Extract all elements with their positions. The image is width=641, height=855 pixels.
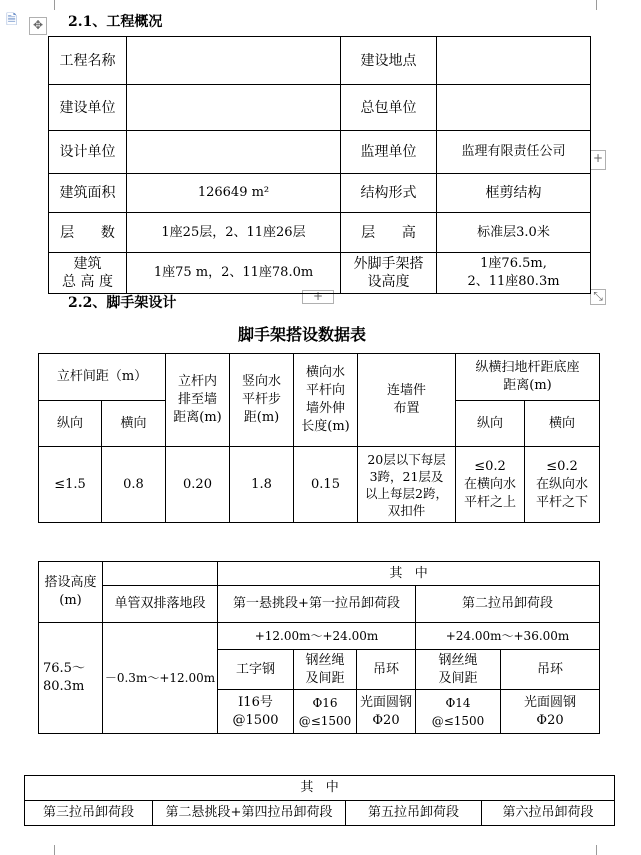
crop-mark-top-right: [596, 0, 607, 10]
header-rope-2: 钢丝绳 及间距: [416, 650, 501, 690]
table-resize-handle-icon[interactable]: ⤡: [590, 289, 606, 305]
scaffold-data-table: [38, 353, 600, 523]
value-cell[interactable]: 1.8: [230, 447, 294, 523]
header-single: 单管双排落地段: [103, 586, 218, 623]
label-cell: 层 高: [341, 213, 437, 253]
header-ring-1: 吊环: [357, 650, 416, 690]
label-cell: 监理单位: [341, 131, 437, 174]
value-cell[interactable]: ≤1.5: [39, 447, 102, 523]
header-sweep: 纵横扫地杆距底座 距离(m): [456, 354, 600, 401]
value-cell[interactable]: [437, 37, 591, 85]
value-cell[interactable]: 0.20: [166, 447, 230, 523]
label-cell: 总包单位: [341, 85, 437, 131]
value-rope-2[interactable]: Φ14 @≤1500: [416, 690, 501, 734]
label-cell: 层 数: [49, 213, 127, 253]
table-row: [25, 801, 615, 826]
value-cell[interactable]: 0.8: [102, 447, 166, 523]
table-row: [39, 354, 600, 401]
add-row-icon[interactable]: +: [302, 290, 334, 304]
load-section-table: [38, 561, 600, 734]
header-section-4: 第二悬挑段+第四拉吊卸荷段: [153, 801, 346, 826]
table-row: [49, 253, 591, 294]
table-row: [39, 586, 600, 623]
header-blank: [103, 562, 218, 586]
header-section-6: 第六拉吊卸荷段: [482, 801, 615, 826]
table-row: [39, 562, 600, 586]
value-ring-2[interactable]: 光面圆钢 Φ20: [501, 690, 600, 734]
header-sweep-long: 纵向: [456, 401, 525, 447]
header-section-5: 第五拉吊卸荷段: [346, 801, 482, 826]
project-overview-table: [48, 36, 591, 294]
header-among: 其 中: [218, 562, 600, 586]
label-cell: 设计单位: [49, 131, 127, 174]
value-cell[interactable]: 监理有限责任公司: [437, 131, 591, 174]
header-long: 纵向: [39, 401, 102, 447]
header-section-2: 第二拉吊卸荷段: [416, 586, 600, 623]
header-tie: 连墙件 布置: [358, 354, 456, 447]
table-row: [49, 131, 591, 174]
header-ibeam: 工字钢: [218, 650, 294, 690]
value-cell[interactable]: 1座76.5m, 2、11座80.3m: [437, 253, 591, 294]
value-cell[interactable]: 126649 m²: [127, 174, 341, 213]
header-spacing: 立杆间距（m）: [39, 354, 166, 401]
header-step: 竖向水 平杆步 距(m): [230, 354, 294, 447]
table-row: [49, 37, 591, 85]
table-row: [49, 174, 591, 213]
header-height: 搭设高度 (m): [39, 562, 103, 623]
value-cell[interactable]: 框剪结构: [437, 174, 591, 213]
label-cell: 外脚手架搭 设高度: [341, 253, 437, 294]
section-heading-overview: 2.1、工程概况: [68, 14, 163, 30]
table-caption: 脚手架搭设数据表: [238, 325, 367, 344]
table-move-handle-icon[interactable]: ✥: [29, 17, 47, 35]
header-ring-2: 吊环: [501, 650, 600, 690]
header-extension: 横向水 平杆向 墙外伸 长度(m): [294, 354, 358, 447]
header-sweep-trans: 横向: [525, 401, 600, 447]
header-section-3: 第三拉吊卸荷段: [25, 801, 153, 826]
value-cell[interactable]: [127, 85, 341, 131]
label-cell: 建设单位: [49, 85, 127, 131]
value-cell[interactable]: 1座25层，2、11座26层: [127, 213, 341, 253]
value-cell[interactable]: 标准层3.0米: [437, 213, 591, 253]
crop-mark-top-left: [44, 0, 55, 10]
value-cell[interactable]: [127, 131, 341, 174]
add-column-icon[interactable]: +: [590, 150, 606, 170]
table-row: [39, 447, 600, 523]
header-section-1: 第一悬挑段+第一拉吊卸荷段: [218, 586, 416, 623]
label-cell: 建筑面积: [49, 174, 127, 213]
document-icon: 🗎: [6, 12, 18, 28]
table-row: [39, 623, 600, 650]
value-ibeam[interactable]: I16号 @1500: [218, 690, 294, 734]
value-cell[interactable]: ≤0.2 在横向水 平杆之上: [456, 447, 525, 523]
value-cell[interactable]: [127, 37, 341, 85]
value-cell[interactable]: 1座75 m，2、11座78.0m: [127, 253, 341, 294]
label-cell: 建设地点: [341, 37, 437, 85]
value-ring-1[interactable]: 光面圆钢 Φ20: [357, 690, 416, 734]
crop-mark-bottom-left: [44, 845, 55, 855]
label-cell: 建筑 总 高 度: [49, 253, 127, 294]
value-cell[interactable]: ≤0.2 在纵向水 平杆之下: [525, 447, 600, 523]
table-row: [25, 776, 615, 801]
load-section-table-continued: [24, 775, 615, 826]
value-single[interactable]: －0.3m～+12.00m: [103, 623, 218, 734]
label-cell: 结构形式: [341, 174, 437, 213]
label-cell: 工程名称: [49, 37, 127, 85]
header-inner-distance: 立杆内 排至墙 距离(m): [166, 354, 230, 447]
value-cell[interactable]: 0.15: [294, 447, 358, 523]
header-rope-1: 钢丝绳 及间距: [294, 650, 357, 690]
value-range-1[interactable]: +12.00m～+24.00m: [218, 623, 416, 650]
table-row: [49, 85, 591, 131]
header-trans: 横向: [102, 401, 166, 447]
value-height[interactable]: 76.5～ 80.3m: [39, 623, 103, 734]
table-row: [49, 213, 591, 253]
value-cell[interactable]: [437, 85, 591, 131]
crop-mark-bottom-right: [596, 845, 607, 855]
section-heading-scaffold: 2.2、脚手架设计: [68, 295, 177, 311]
value-rope-1[interactable]: Φ16 @≤1500: [294, 690, 357, 734]
header-among: 其 中: [25, 776, 615, 801]
value-cell[interactable]: 20层以下每层 3跨，21层及 以上每层2跨， 双扣件: [358, 447, 456, 523]
value-range-2[interactable]: +24.00m～+36.00m: [416, 623, 600, 650]
